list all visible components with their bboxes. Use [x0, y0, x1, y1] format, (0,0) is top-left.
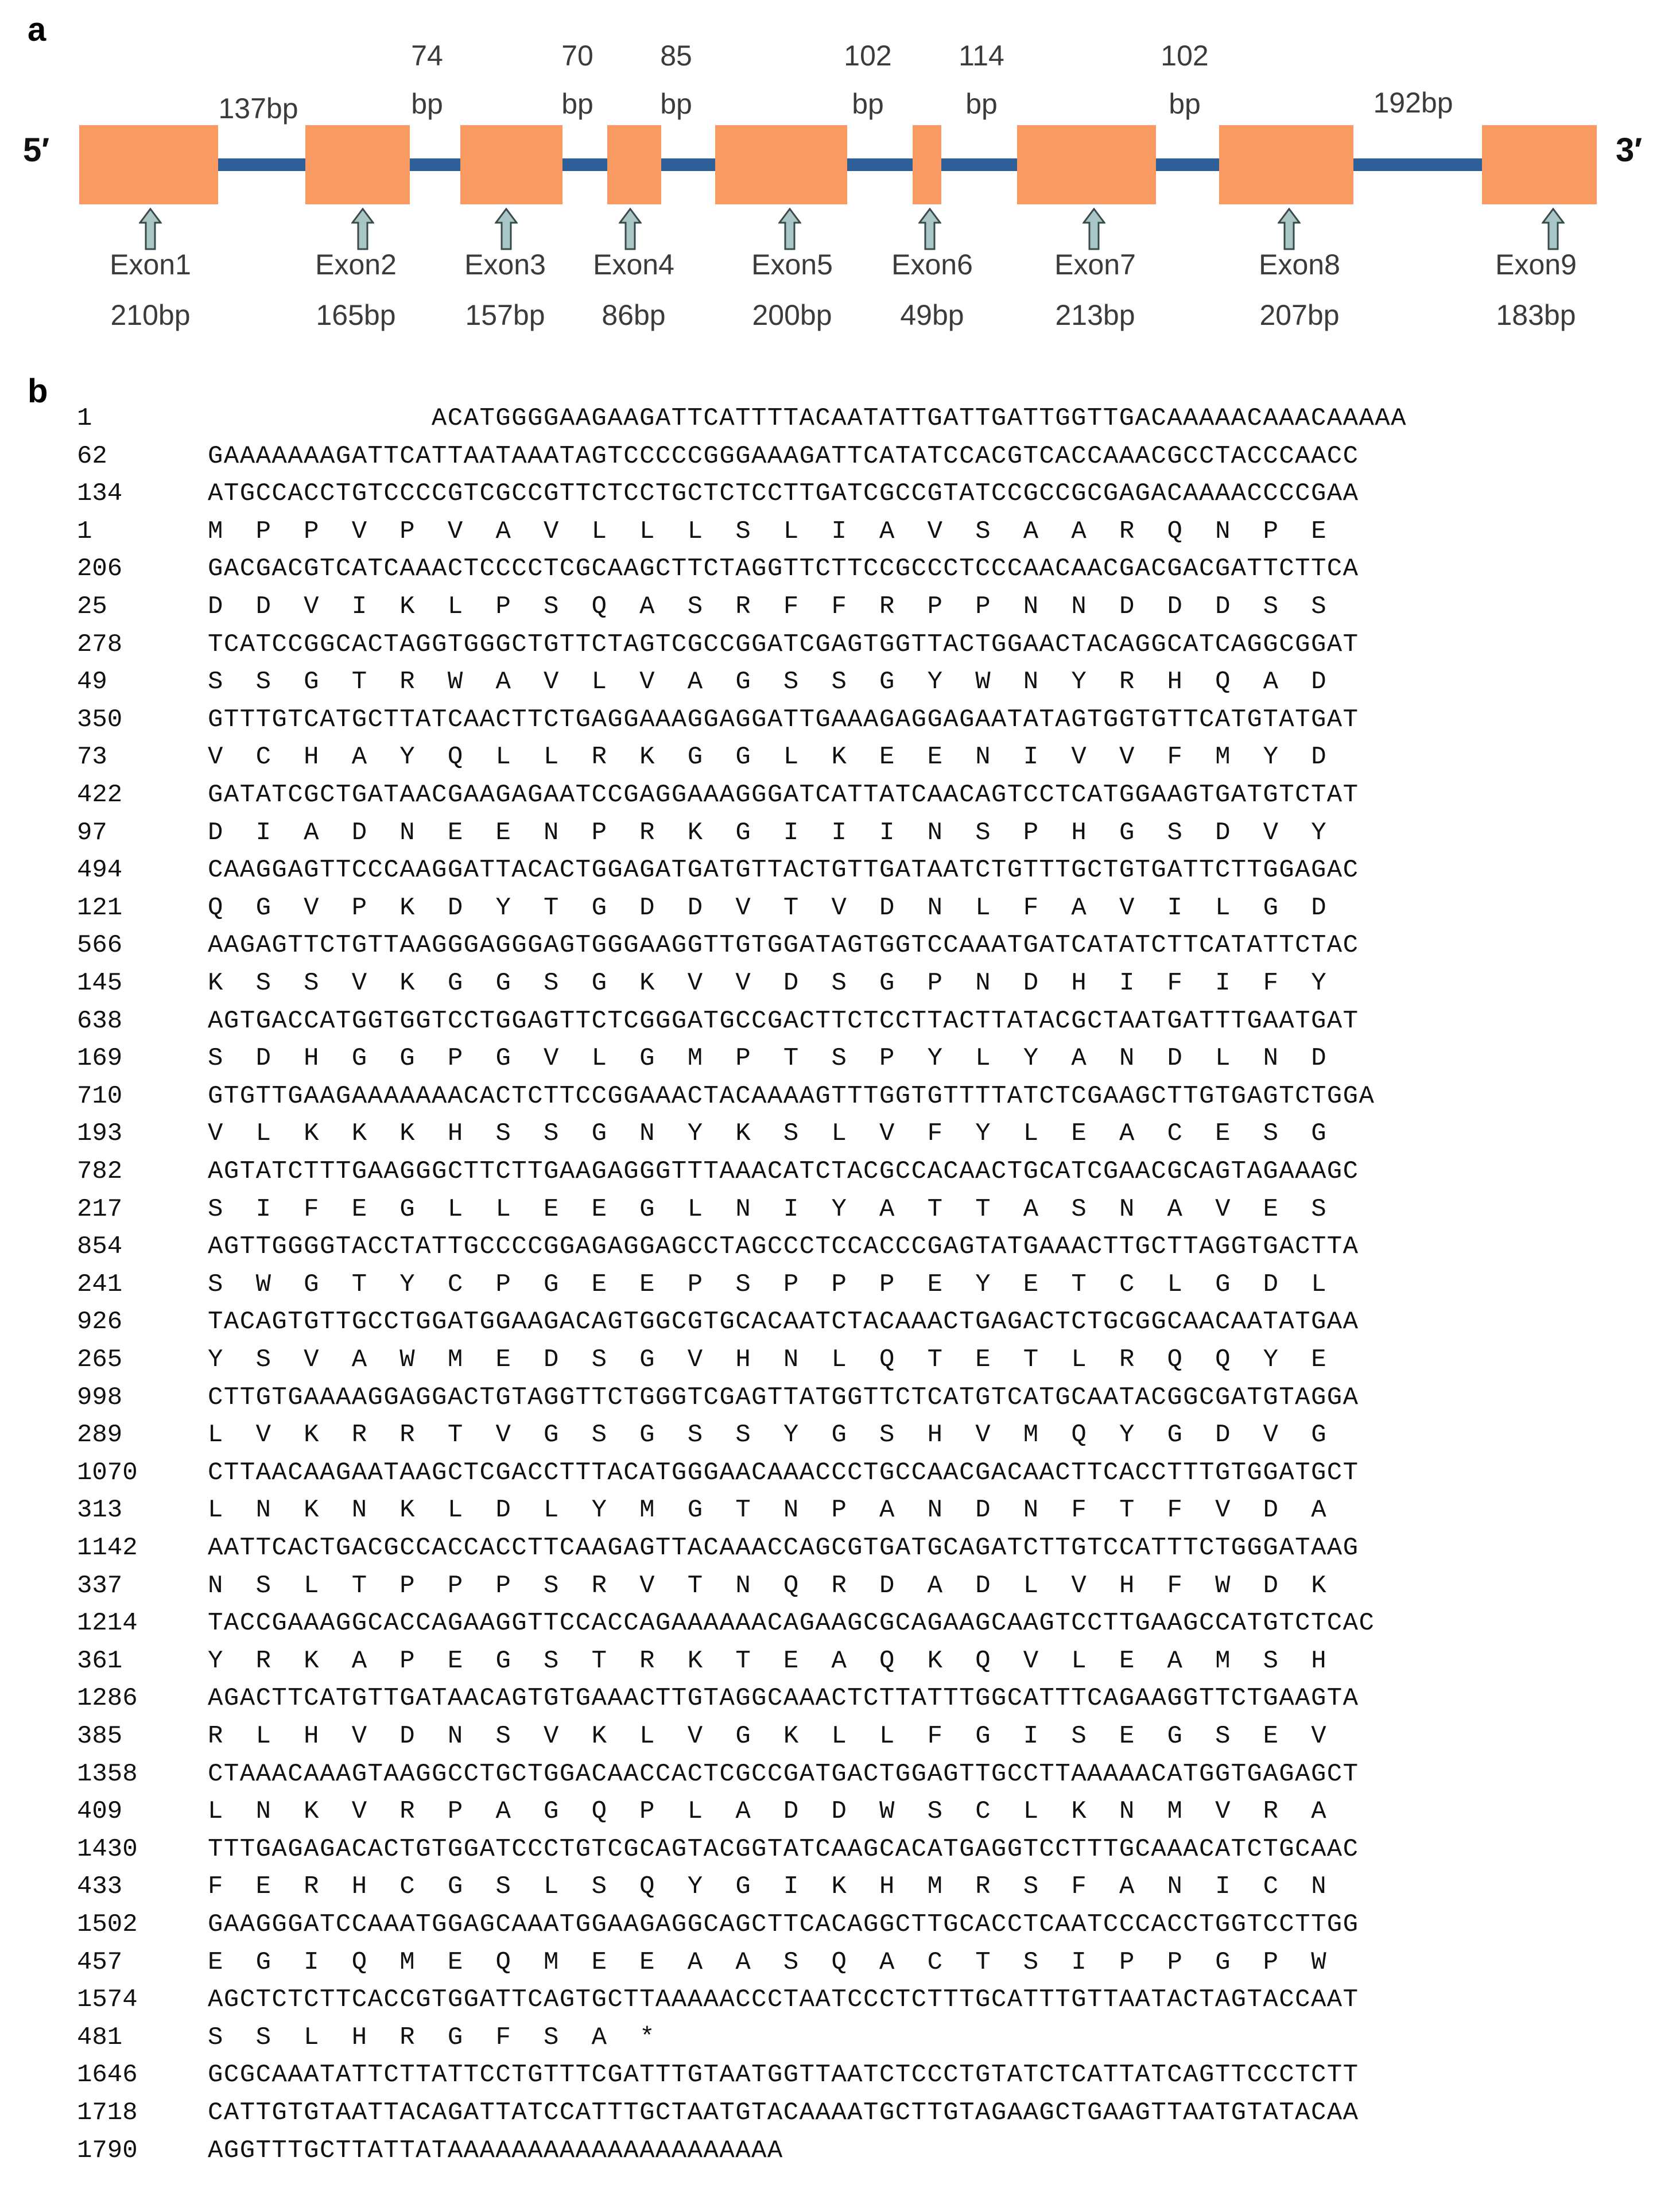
amino-acid-sequence: S I F E G L L E E G L N I Y A T T A S N A V E S	[208, 1194, 1320, 1224]
up-arrow-icon	[1083, 208, 1105, 250]
nucleotide-row	[0, 1833, 1680, 1871]
row-position-number: 134	[77, 479, 123, 509]
intron-6-length	[918, 39, 1045, 121]
row-position-number: 710	[77, 1081, 123, 1111]
row-position-number: 1	[77, 404, 92, 433]
nucleotide-row	[0, 1155, 1680, 1193]
row-position-number: 313	[77, 1496, 123, 1525]
intron-length-unit: bp	[411, 88, 443, 120]
amino-acid-row	[0, 740, 1680, 778]
up-arrow-icon	[351, 208, 374, 250]
intron-7-line	[1156, 158, 1219, 171]
amino-acid-row	[0, 2021, 1680, 2059]
nucleotide-sequence: ACATGGGGAAGAAGATTCATTTTACAATATTGATTGATTGGTTGACAAAAACAAACAAAAA	[431, 404, 1407, 433]
nucleotide-sequence: GTGTTGAAGAAAAAAACACTCTTCCGGAAACTACAAAAGTTTGGTGTTTTATCTCGAAGCTTGTGAGTCTGGA	[208, 1081, 1375, 1111]
five-prime-label: 5′	[23, 131, 50, 169]
nucleotide-sequence: TACCGAAAGGCACCAGAAGGTTCCACCAGAAAAAACAGAAGCGCAGAAGCAAGTCCTTGAAGCCATGTCTCAC	[208, 1609, 1375, 1638]
nucleotide-sequence: CATTGTGTAATTACAGATTATCCATTTGCTAATGTACAAAATGCTTGTAGAAGCTGAAGTTAATGTATACAA	[208, 2098, 1359, 2127]
row-position-number: 1502	[77, 1910, 138, 1939]
panel-b-label: b	[28, 373, 48, 410]
exon-4-name: Exon4	[593, 249, 674, 281]
up-arrow-icon	[139, 208, 162, 250]
panel-a-label: a	[28, 11, 46, 48]
exon-1-size: 210bp	[110, 299, 191, 331]
nucleotide-row	[0, 1230, 1680, 1268]
exon-6-size: 49bp	[900, 299, 964, 331]
nucleotide-row	[0, 2058, 1680, 2096]
intron-length-unit: bp	[561, 88, 593, 120]
nucleotide-sequence: GAAAAAAAGATTCATTAATAAATAGTCCCCCGGGAAAGATTCATATCCACGTCACCAAACGCCTACCCAACC	[208, 441, 1359, 471]
row-position-number: 49	[77, 668, 107, 697]
nucleotide-row	[0, 1908, 1680, 1946]
row-position-number: 265	[77, 1345, 123, 1374]
nucleotide-row	[0, 477, 1680, 515]
nucleotide-sequence: AATTCACTGACGCCACCACCTTCAAGAGTTACAAACCAGCGTGATGCAGATCTTGTCCATTTCTGGGATAAG	[208, 1534, 1359, 1562]
intron-6-line	[941, 158, 1017, 171]
nucleotide-sequence: GCGCAAATATTCTTATTCCTGTTTCGATTTGTAATGGTTAATCTCCCTGTATCTCATTATCAGTTCCCTCTT	[208, 2061, 1359, 2090]
nucleotide-row	[0, 628, 1680, 666]
exon-6-name: Exon6	[891, 249, 973, 281]
row-position-number: 782	[77, 1157, 123, 1186]
amino-acid-row	[0, 665, 1680, 703]
row-position-number: 1214	[77, 1609, 138, 1638]
row-position-number: 206	[77, 554, 123, 584]
amino-acid-sequence: L N K V R P A G Q P L A D D W S C L K N M V R A	[208, 1797, 1320, 1826]
up-arrow-icon	[495, 208, 518, 250]
amino-acid-row	[0, 1268, 1680, 1306]
nucleotide-row	[0, 440, 1680, 478]
exon-7-name: Exon7	[1054, 249, 1136, 281]
intron-2-line	[410, 158, 460, 171]
amino-acid-row	[0, 1343, 1680, 1381]
amino-acid-sequence: S W G T Y C P G E E P S P P P E Y E T C L G D L	[208, 1270, 1320, 1299]
amino-acid-sequence: Y S V A W M E D S G V H N L Q T E T L R Q Q Y E	[208, 1345, 1320, 1374]
up-arrow-icon	[1542, 208, 1565, 250]
intron-3-line	[562, 158, 607, 171]
amino-acid-row	[0, 1644, 1680, 1682]
row-position-number: 121	[77, 893, 123, 922]
row-position-number: 1718	[77, 2098, 138, 2127]
exon-5-name: Exon5	[751, 249, 833, 281]
row-position-number: 494	[77, 856, 123, 885]
intron-length-unit: bp	[965, 88, 998, 120]
intron-length-value: 85	[660, 40, 692, 72]
nucleotide-row	[0, 1531, 1680, 1569]
row-position-number: 278	[77, 630, 123, 659]
intron-7-length	[1122, 39, 1248, 121]
amino-acid-sequence: V L K K K H S S G N Y K S L V F Y L E A C E S G	[208, 1119, 1320, 1149]
exon-3-size: 157bp	[465, 299, 545, 331]
amino-acid-row	[0, 1042, 1680, 1080]
three-prime-label: 3′	[1616, 131, 1643, 169]
amino-acid-row	[0, 515, 1680, 553]
nucleotide-sequence: AGTGACCATGGTGGTCCTGGAGTTCTCGGGATGCCGACTTCTCCTTACTTATACGCTAATGATTTGAATGAT	[208, 1006, 1359, 1035]
exon-1-box	[79, 125, 218, 204]
row-position-number: 926	[77, 1307, 123, 1337]
row-position-number: 998	[77, 1383, 123, 1412]
intron-1-line	[218, 158, 305, 171]
nucleotide-sequence: TTTGAGAGACACTGTGGATCCCTGTCGCAGTACGGTATCAAGCACATGAGGTCCTTTGCAAACATCTGCAAC	[208, 1834, 1359, 1864]
row-position-number: 1790	[77, 2136, 138, 2165]
nucleotide-sequence: ATGCCACCTGTCCCCGTCGCCGTTCTCCTGCTCTCCTTGATCGCCGTATCCGCCGCGAGACAAAACCCCGAA	[208, 479, 1359, 509]
amino-acid-sequence: K S S V K G G S G K V V D S G P N D H I F I F Y	[208, 969, 1320, 998]
nucleotide-row	[0, 1004, 1680, 1042]
amino-acid-row	[0, 590, 1680, 628]
row-position-number: 1646	[77, 2061, 138, 2090]
exon-4-size: 86bp	[602, 299, 666, 331]
row-position-number: 638	[77, 1006, 123, 1035]
up-arrow-icon	[778, 208, 801, 250]
nucleotide-sequence: AGACTTCATGTTGATAACAGTGTGAAACTTGTAGGCAAACTCTTATTTGGCATTTCAGAAGGTTCTGAAGTA	[208, 1684, 1359, 1713]
intron-length-value: 74	[411, 40, 443, 72]
amino-acid-sequence: Y R K A P E G S T R K T E A Q K Q V L E A M S H	[208, 1646, 1320, 1675]
row-position-number: 73	[77, 743, 107, 772]
amino-acid-row	[0, 1117, 1680, 1155]
amino-acid-row	[0, 1193, 1680, 1231]
amino-acid-row	[0, 816, 1680, 854]
exon-5-box	[715, 125, 847, 204]
intron-5-length	[805, 39, 931, 121]
row-position-number: 25	[77, 592, 107, 621]
nucleotide-sequence: AGTATCTTTGAAGGGCTTCTTGAAGAGGGTTTAAACATCTACGCCACAACTGCATCGAACGCAGTAGAAAGC	[208, 1157, 1359, 1186]
nucleotide-sequence: AAGAGTTCTGTTAAGGGAGGGAGTGGGAAGGTTGTGGATAGTGGTCCAAATGATCATATCTTCATATTCTAC	[208, 931, 1359, 960]
amino-acid-row	[0, 1946, 1680, 1984]
amino-acid-sequence: R L H V D N S V K L V G K L L F G I S E G S E V	[208, 1722, 1320, 1751]
nucleotide-row	[0, 1381, 1680, 1419]
row-position-number: 1286	[77, 1684, 138, 1713]
nucleotide-sequence: GAAGGGATCCAAATGGAGCAAATGGAAGAGGCAGCTTCACAGGCTTGCACCTCAATCCCACCTGGTCCTTGG	[208, 1910, 1359, 1939]
nucleotide-sequence: GACGACGTCATCAAACTCCCCTCGCAAGCTTCTAGGTTCTTCCGCCCTCCCAACAACGACGACGATTCTTCA	[208, 554, 1359, 584]
nucleotide-sequence: TCATCCGGCACTAGGTGGGCTGTTCTAGTCGCCGGATCGAGTGGTTACTGGAACTACAGGCATCAGGCGGAT	[208, 630, 1359, 659]
amino-acid-sequence: N S L T P P P S R V T N Q R D A D L V H F W D K	[208, 1571, 1320, 1600]
nucleotide-row	[0, 1305, 1680, 1343]
exon-7-size: 213bp	[1055, 299, 1135, 331]
row-position-number: 97	[77, 818, 107, 847]
row-position-number: 409	[77, 1797, 123, 1826]
intron-length-value: 102	[1161, 40, 1209, 72]
exon-4-box	[607, 125, 661, 204]
intron-8-length	[1350, 86, 1476, 119]
row-position-number: 1142	[77, 1534, 138, 1562]
nucleotide-row	[0, 1682, 1680, 1720]
amino-acid-row	[0, 891, 1680, 929]
exon-9-name: Exon9	[1495, 249, 1577, 281]
gene-structure-diagram	[0, 0, 1680, 356]
intron-length-value: 70	[561, 40, 593, 72]
exon-8-size: 207bp	[1259, 299, 1340, 331]
exon-1-name: Exon1	[110, 249, 191, 281]
nucleotide-sequence: CAAGGAGTTCCCAAGGATTACACTGGAGATGATGTTACTGTTGATAATCTGTTTGCTGTGATTCTTGGAGAC	[208, 856, 1359, 885]
nucleotide-row	[0, 929, 1680, 967]
amino-acid-sequence: L N K N K L D L Y M G T N P A N D N F T F V D A	[208, 1496, 1320, 1525]
exon-2-name: Exon2	[315, 249, 397, 281]
intron-length-value: 137bp	[218, 92, 298, 125]
exon-7-box	[1017, 125, 1156, 204]
intron-length-unit: bp	[852, 88, 884, 120]
amino-acid-sequence: V C H A Y Q L L R K G G L K E E N I V V F M Y D	[208, 743, 1320, 772]
row-position-number: 854	[77, 1232, 123, 1262]
nucleotide-sequence: CTTGTGAAAAGGAGGACTGTAGGTTCTGGGTCGAGTTATGGTTCTCATGTCATGCAATACGGCGATGTAGGA	[208, 1383, 1359, 1412]
nucleotide-row	[0, 552, 1680, 590]
row-position-number: 457	[77, 1947, 123, 1977]
exon-3-name: Exon3	[464, 249, 546, 281]
exon-9-box	[1482, 125, 1597, 204]
intron-length-value: 114	[959, 40, 1004, 72]
exon-8-name: Exon8	[1259, 249, 1340, 281]
intron-4-line	[661, 158, 715, 171]
exon-2-size: 165bp	[316, 299, 396, 331]
amino-acid-sequence: E G I Q M E Q M E E A A S Q A C T S I P P G P W	[208, 1947, 1320, 1977]
row-position-number: 481	[77, 2023, 123, 2052]
row-position-number: 385	[77, 1722, 123, 1751]
nucleotide-sequence: GTTTGTCATGCTTATCAACTTCTGAGGAAAGGAGGATTGAAAGAGGAGAATATAGTGGTGTTCATGTATGAT	[208, 705, 1359, 734]
amino-acid-row	[0, 1493, 1680, 1531]
nucleotide-row	[0, 2096, 1680, 2134]
amino-acid-sequence: L V K R R T V G S G S S Y G S H V M Q Y G D V G	[208, 1421, 1320, 1450]
intron-length-unit: bp	[660, 88, 692, 120]
row-position-number: 62	[77, 441, 107, 471]
row-position-number: 169	[77, 1044, 123, 1073]
up-arrow-icon	[918, 208, 941, 250]
amino-acid-row	[0, 1569, 1680, 1607]
intron-length-unit: bp	[1169, 88, 1201, 120]
amino-acid-sequence: M P P V P V A V L L L S L I A V S A A R Q N P E	[208, 517, 1320, 546]
row-position-number: 1	[77, 517, 92, 546]
up-arrow-icon	[1278, 208, 1301, 250]
intron-length-value: 192bp	[1373, 87, 1453, 119]
nucleotide-sequence: CTAAACAAAGTAAGGCCTGCTGGACAACCACTCGCCGATGACTGGAGTTGCCTTAAAAACATGGTGAGAGCT	[208, 1759, 1359, 1788]
amino-acid-sequence: Q G V P K D Y T G D D V T V D N L F A V I L G D	[208, 893, 1320, 922]
nucleotide-row	[0, 1983, 1680, 2021]
nucleotide-row	[0, 402, 1680, 440]
nucleotide-sequence: TACAGTGTTGCCTGGATGGAAGACAGTGGCGTGCACAATCTACAAACTGAGACTCTGCGGCAACAATATGAA	[208, 1307, 1359, 1337]
exon-3-box	[460, 125, 562, 204]
exon-6-box	[913, 125, 941, 204]
exon-8-box	[1219, 125, 1353, 204]
intron-5-line	[847, 158, 913, 171]
amino-acid-row	[0, 1418, 1680, 1456]
row-position-number: 1070	[77, 1458, 138, 1487]
nucleotide-row	[0, 1607, 1680, 1644]
exon-2-box	[305, 125, 410, 204]
amino-acid-sequence: S D H G G P G V L G M P T S P Y L Y A N D L N D	[208, 1044, 1320, 1073]
nucleotide-row	[0, 1080, 1680, 1118]
row-position-number: 1430	[77, 1834, 138, 1864]
nucleotide-sequence: CTTAACAAGAATAAGCTCGACCTTTACATGGGAACAAACCCTGCCAACGACAACTTCACCTTTGTGGATGCT	[208, 1458, 1359, 1487]
nucleotide-row	[0, 703, 1680, 741]
row-position-number: 1574	[77, 1985, 138, 2015]
row-position-number: 337	[77, 1571, 123, 1600]
row-position-number: 145	[77, 969, 123, 998]
amino-acid-row	[0, 1870, 1680, 1908]
amino-acid-sequence: F E R H C G S L S Q Y G I K H M R S F A N I C N	[208, 1872, 1320, 1902]
nucleotide-row	[0, 1456, 1680, 1494]
intron-length-value: 102	[844, 40, 892, 72]
row-position-number: 1358	[77, 1759, 138, 1788]
nucleotide-sequence: AGGTTTGCTTATTATAAAAAAAAAAAAAAAAAAAAA	[208, 2136, 783, 2165]
amino-acid-row	[0, 1720, 1680, 1757]
amino-acid-row	[0, 1795, 1680, 1833]
row-position-number: 361	[77, 1646, 123, 1675]
row-position-number: 217	[77, 1194, 123, 1224]
row-position-number: 422	[77, 781, 123, 809]
amino-acid-sequence: D I A D N E E N P R K G I I I N S P H G S D V Y	[208, 818, 1320, 847]
amino-acid-sequence: D D V I K L P S Q A S R F F R P P N N D D D S S	[208, 592, 1320, 621]
intron-1-length	[195, 92, 321, 125]
amino-acid-sequence: S S G T R W A V L V A G S S G Y W N Y R H Q A D	[208, 668, 1320, 697]
intron-4-length	[613, 39, 739, 121]
up-arrow-icon	[619, 208, 642, 250]
exon-5-size: 200bp	[752, 299, 832, 331]
row-position-number: 566	[77, 931, 123, 960]
nucleotide-row	[0, 1757, 1680, 1795]
row-position-number: 350	[77, 705, 123, 734]
nucleotide-row	[0, 2134, 1680, 2172]
intron-8-line	[1353, 158, 1482, 171]
intron-2-length	[364, 39, 490, 121]
row-position-number: 289	[77, 1421, 123, 1450]
row-position-number: 433	[77, 1872, 123, 1902]
amino-acid-row	[0, 967, 1680, 1004]
nucleotide-sequence: GATATCGCTGATAACGAAGAGAATCCGAGGAAAGGGATCATTATCAACAGTCCTCATGGAAGTGATGTCTAT	[208, 781, 1359, 809]
nucleotide-row	[0, 853, 1680, 891]
row-position-number: 193	[77, 1119, 123, 1149]
exon-9-size: 183bp	[1496, 299, 1576, 331]
row-position-number: 241	[77, 1270, 123, 1299]
nucleotide-sequence: AGCTCTCTTCACCGTGGATTCAGTGCTTAAAAACCCTAATCCCTCTTTGCATTTGTTAATACTAGTACCAAT	[208, 1985, 1359, 2015]
nucleotide-row	[0, 778, 1680, 816]
nucleotide-sequence: AGTTGGGGTACCTATTGCCCCGGAGAGGAGCCTAGCCCTCCACCCGAGTATGAAACTTGCTTAGGTGACTTA	[208, 1232, 1359, 1262]
amino-acid-sequence: S S L H R G F S A *	[208, 2023, 648, 2052]
